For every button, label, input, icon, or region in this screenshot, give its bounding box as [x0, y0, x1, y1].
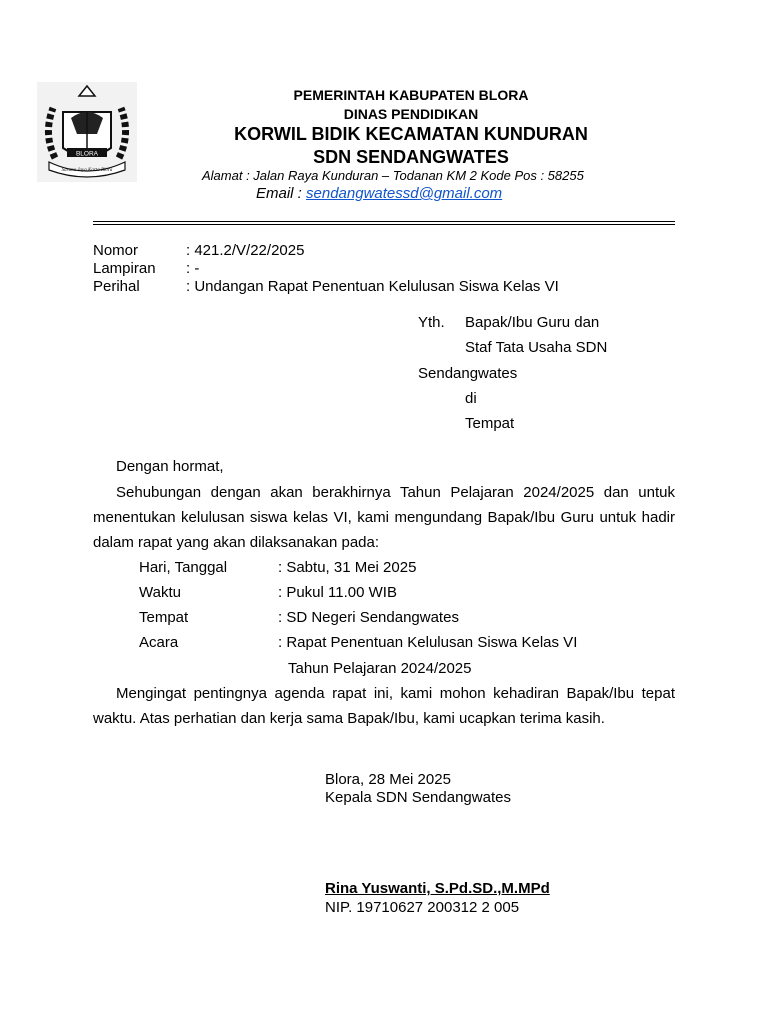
letterhead-rule-bottom	[93, 224, 675, 225]
detail-value: : Rapat Penentuan Kelulusan Siswa Kelas VI	[278, 634, 578, 651]
email-label: Email :	[256, 185, 307, 202]
blora-regency-emblem	[37, 82, 137, 182]
svg-text:Sarana Jaya Karta Blora: Sarana Jaya Karta Blora	[61, 168, 113, 173]
letterhead-school-name: SDN SENDANGWATES	[313, 147, 509, 167]
detail-value: : SD Negeri Sendangwates	[278, 609, 459, 626]
closing-paragraph: Mengingat pentingnya agenda rapat ini, kami mohon kehadiran Bapak/Ibu tepat waktu. Atas perhatian dan kerja sama Bapak/Ibu, kami ucapkan terima kasih.	[93, 685, 675, 727]
signer-position: Kepala SDN Sendangwates	[325, 789, 511, 806]
detail-label: Acara	[139, 634, 179, 651]
nomor-label: Nomor	[93, 242, 139, 259]
letterhead-address: Alamat : Jalan Raya Kunduran – Todanan KM 2 Kode Pos : 58255	[202, 168, 584, 183]
recipient-line-3: Sendangwates	[418, 365, 518, 382]
recipient-line-4: di	[465, 390, 477, 407]
intro-paragraph: Sehubungan dengan akan berakhirnya Tahun Pelajaran 2024/2025 dan untuk menentukan kelulusan siswa kelas VI, kami mengundang Bapak/Ibu Guru untuk hadir dalam rapat yang akan dilaksanakan pada:	[93, 484, 675, 551]
letterhead-email-line	[256, 185, 502, 202]
svg-text:BLORA: BLORA	[75, 150, 99, 158]
signer-name: Rina Yuswanti, S.Pd.SD.,M.MPd	[325, 880, 550, 897]
nomor-value: : 421.2/V/22/2025	[186, 242, 305, 259]
signer-nip: NIP. 19710627 200312 2 005	[325, 899, 520, 916]
letterhead-department: DINAS PENDIDIKAN	[343, 106, 479, 122]
letterhead-rule-top	[93, 221, 675, 222]
detail-label: Waktu	[139, 584, 181, 601]
recipient-yth: Yth.	[418, 314, 445, 331]
detail-value: : Pukul 11.00 WIB	[278, 584, 397, 601]
detail-value: : Sabtu, 31 Mei 2025	[278, 559, 417, 576]
perihal-label: Perihal	[93, 278, 140, 295]
acara-continuation: Tahun Pelajaran 2024/2025	[288, 660, 472, 677]
email-link[interactable]: sendangwatessd@gmail.com	[306, 185, 503, 202]
perihal-value: : Undangan Rapat Penentuan Kelulusan Siswa Kelas VI	[186, 278, 559, 295]
recipient-line-1: Bapak/Ibu Guru dan	[465, 314, 600, 331]
letterhead-government: PEMERINTAH KABUPATEN BLORA	[293, 87, 529, 103]
greeting: Dengan hormat,	[116, 458, 224, 475]
recipient-line-5: Tempat	[465, 415, 515, 432]
place-date: Blora, 28 Mei 2025	[325, 771, 451, 788]
recipient-line-2: Staf Tata Usaha SDN	[465, 339, 608, 356]
lampiran-value: : -	[186, 260, 200, 277]
letterhead-korwil: KORWIL BIDIK KECAMATAN KUNDURAN	[234, 124, 588, 144]
detail-label: Hari, Tanggal	[139, 559, 228, 576]
detail-label: Tempat	[139, 609, 189, 626]
lampiran-label: Lampiran	[93, 260, 156, 277]
